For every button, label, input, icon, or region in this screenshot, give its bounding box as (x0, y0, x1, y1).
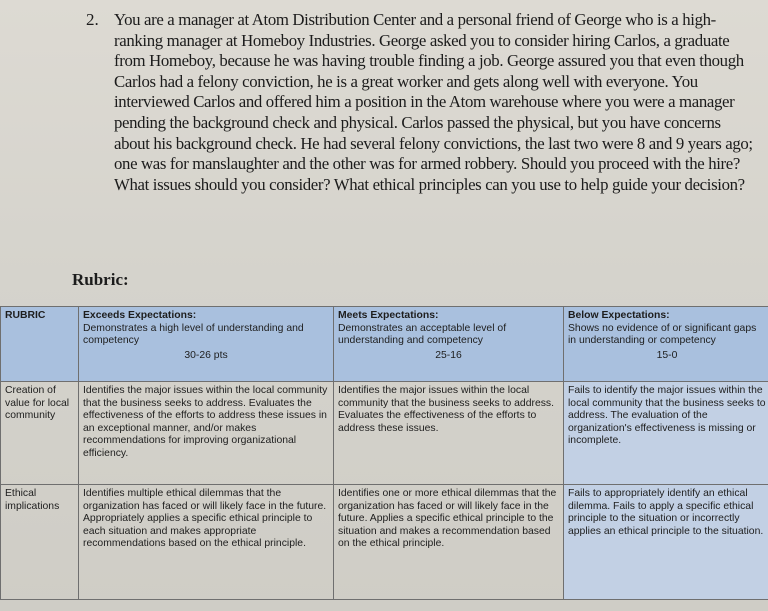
level-title: Exceeds Expectations: (83, 310, 197, 321)
question-text: You are a manager at Atom Distribution Center and a personal friend of George who is a high-ranking manager at Homeboy Industries. George asked you to consider hiring Carlos, a graduate from Homeboy, because he was having trouble finding a job. George assured you that even though Carlos had a felony conviction, he is a great worker and gets along well with everyone. You interviewed Carlos and offered him a position in the Atom warehouse where you were a manager pending the background check and physical. Carlos passed the physical, but you have concerns about his background check. He had several felony convictions, the last two were 8 and 9 years ago; one was for manslaughter and the other was for armed robbery. Should you proceed with the hire? What issues should you consider? What ethical principles can you use to help guide your decision? (114, 10, 753, 194)
level-points: 25-16 (435, 349, 462, 361)
question-block (86, 10, 758, 195)
level-below-header (564, 307, 768, 382)
rubric-cell: Identifies one or more ethical dilemmas that the organization has faced or will likely face in the future. Applies a specific ethical principle to the situation and makes a recommendation based on the ethical principle. (334, 485, 564, 600)
table-row (1, 382, 768, 485)
level-description: Demonstrates an acceptable level of understanding and competency (338, 322, 507, 347)
level-description: Shows no evidence of or significant gaps in understanding or competency (568, 322, 757, 347)
table-row (1, 485, 768, 600)
level-title: Below Expectations: (568, 310, 670, 321)
level-points: 15-0 (656, 349, 678, 361)
criterion-cell: Ethical implications (1, 485, 79, 600)
question-number: 2. (86, 10, 99, 29)
rubric-cell: Identifies the major issues within the local community that the business seeks to address. Evaluates the effectiveness of the efforts to address these issues. (334, 382, 564, 485)
criterion-cell: Creation of value for local community (1, 382, 79, 485)
rubric-cell: Fails to appropriately identify an ethical dilemma. Fails to apply a specific ethical principle to the situation or incorrectly applies an ethical principle to the situation. (564, 485, 768, 600)
rubric-header-row (1, 307, 768, 382)
rubric-table (0, 306, 768, 600)
rubric-cell: Identifies the major issues within the local community that the business seeks to address. Evaluates the effectiveness of the efforts to address these issues in an exceptional manner, and/or makes recommendations for improving organizational efficiency. (79, 382, 334, 485)
rubric-heading: Rubric: (72, 270, 129, 289)
rubric-corner-cell: RUBRIC (1, 307, 79, 382)
rubric-cell: Identifies multiple ethical dilemmas that the organization has faced or will likely face in the future. Appropriately applies a specific ethical principle to each situation and makes appropriate recommendations based on the ethical principle. (79, 485, 334, 600)
level-description: Demonstrates a high level of understanding and competency (83, 322, 304, 347)
level-title: Meets Expectations: (338, 310, 439, 321)
level-exceeds-header (79, 307, 334, 382)
rubric-cell: Fails to identify the major issues within the local community that the business seeks to address. The evaluation of the organization's effectiveness is missing or incomplete. (564, 382, 768, 485)
level-meets-header (334, 307, 564, 382)
level-points: 30-26 pts (184, 349, 228, 361)
